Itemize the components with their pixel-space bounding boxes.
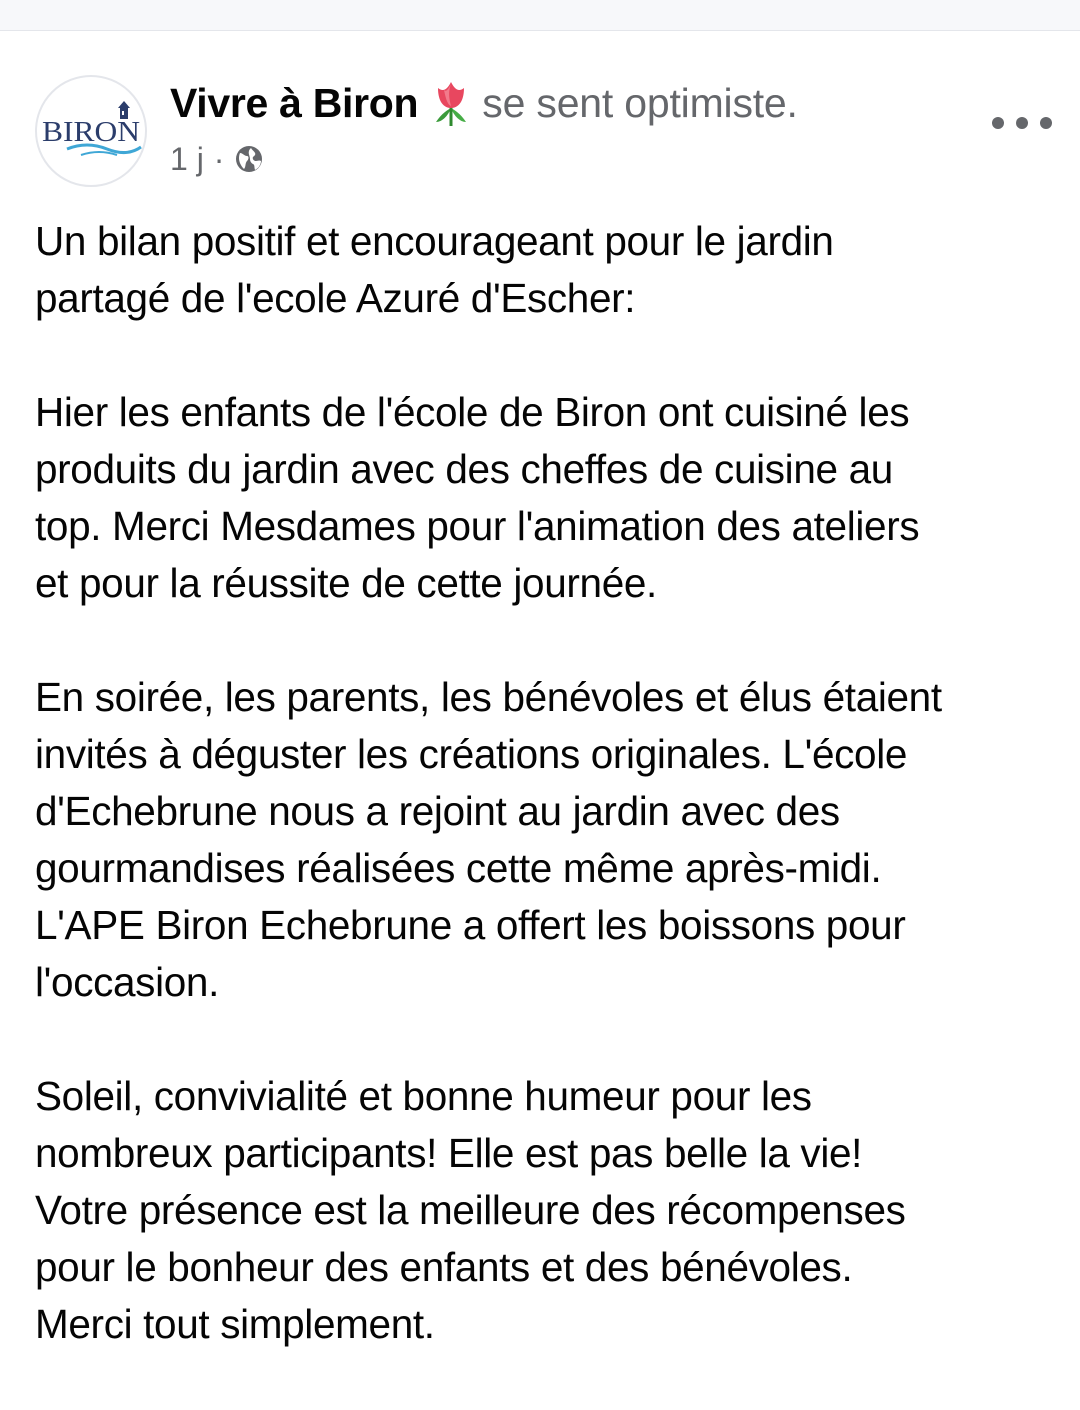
globe-icon[interactable] [234, 144, 264, 174]
post-text-line: nombreux participants! Elle est pas belle la vie! [35, 1130, 863, 1176]
logo-text: BIRON [42, 117, 140, 148]
biron-logo [37, 77, 145, 185]
feeling-status: se sent optimiste. [482, 79, 798, 126]
post-text-line: Merci tout simplement. [35, 1301, 435, 1347]
post-text-line: top. Merci Mesdames pour l'animation des ateliers [35, 503, 920, 549]
post-text-line: produits du jardin avec des cheffes de cuisine au [35, 446, 893, 492]
post-meta [170, 139, 264, 179]
post-paragraph [35, 213, 1065, 327]
post-header [170, 75, 798, 131]
post-text [35, 213, 1065, 1410]
meta-separator: · [213, 140, 225, 177]
post-text-line: partagé de l'ecole Azuré d'Escher: [35, 275, 636, 321]
post-text-line: Votre présence est la meilleure des récompenses [35, 1187, 906, 1233]
post-text-line: pour le bonheur des enfants et des bénévoles. [35, 1244, 853, 1290]
page-avatar[interactable] [35, 75, 147, 187]
post-text-line: Soleil, convivialité et bonne humeur pour les [35, 1073, 812, 1119]
top-bar [0, 0, 1080, 31]
more-options-button[interactable] [992, 109, 1052, 137]
post-paragraph [35, 669, 1065, 1011]
post-text-line: l'occasion. [35, 959, 219, 1005]
ellipsis-dot [1040, 117, 1052, 129]
post-text-line: En soirée, les parents, les bénévoles et élus étaient [35, 674, 942, 720]
post-timestamp[interactable]: 1 j [170, 140, 204, 177]
ellipsis-dot [1016, 117, 1028, 129]
post-text-line: L'APE Biron Echebrune a offert les boissons pour [35, 902, 906, 948]
post-text-line: d'Echebrune nous a rejoint au jardin avec des [35, 788, 840, 834]
post-card [0, 31, 1080, 1369]
page-name-link[interactable]: Vivre à Biron [170, 79, 419, 126]
post-text-line: invités à déguster les créations originales. L'école [35, 731, 908, 777]
post-paragraph [35, 1068, 1065, 1353]
post-text-line: Hier les enfants de l'école de Biron ont cuisiné les [35, 389, 910, 435]
tulip-emoji-icon [426, 78, 476, 128]
post-text-line: Un bilan positif et encourageant pour le jardin [35, 218, 834, 264]
post-text-line: et pour la réussite de cette journée. [35, 560, 657, 606]
post-paragraph [35, 384, 1065, 612]
ellipsis-dot [992, 117, 1004, 129]
post-text-line: gourmandises réalisées cette même après-midi. [35, 845, 882, 891]
